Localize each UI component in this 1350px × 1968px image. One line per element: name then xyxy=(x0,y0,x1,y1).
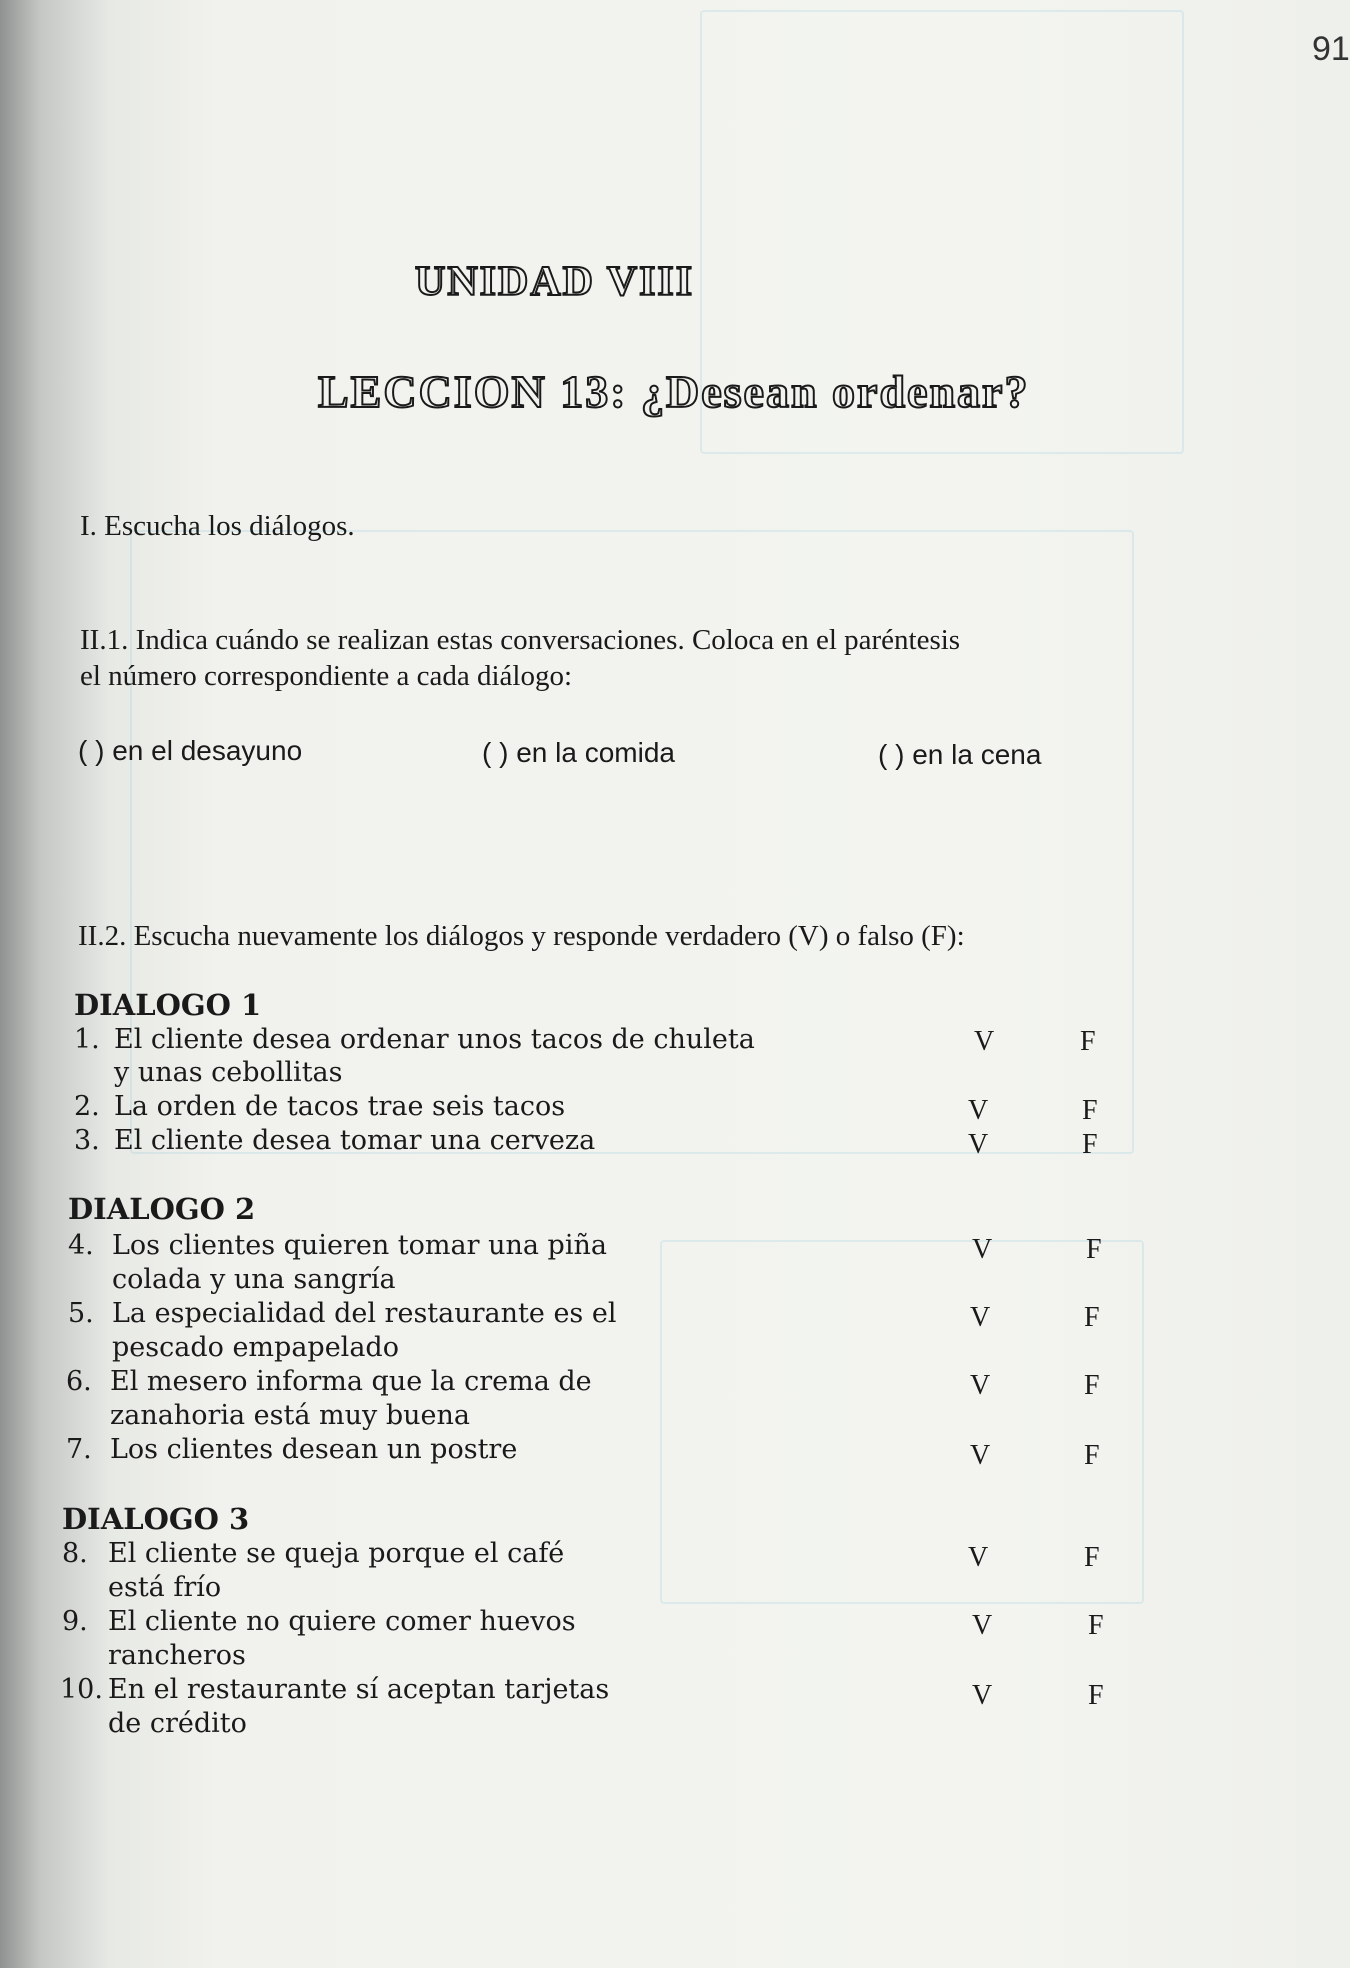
item-5-false[interactable]: F xyxy=(1084,1302,1100,1333)
choice-lunch[interactable]: ( ) en la comida xyxy=(482,737,675,768)
instruction-when-line2: el número correspondiente a cada diálogo: xyxy=(80,660,572,692)
item-5-text-cont: pescado empapelado xyxy=(112,1332,399,1363)
item-10-true[interactable]: V xyxy=(972,1680,993,1711)
choice-dinner[interactable]: ( ) en la cena xyxy=(878,739,1042,770)
item-8-false[interactable]: F xyxy=(1084,1542,1100,1573)
page-number: 91 xyxy=(1312,30,1350,68)
item-6-text-cont: zanahoria está muy buena xyxy=(110,1400,471,1431)
item-3-false[interactable]: F xyxy=(1082,1129,1098,1160)
dialogue-2-title: DIALOGO 2 xyxy=(68,1192,256,1226)
item-4-text-cont: colada y una sangría xyxy=(112,1264,396,1295)
item-9-false[interactable]: F xyxy=(1088,1610,1104,1641)
item-6-false[interactable]: F xyxy=(1084,1370,1100,1401)
item-6-true[interactable]: V xyxy=(970,1370,991,1401)
item-2-text: La orden de tacos trae seis tacos xyxy=(114,1091,566,1122)
item-8-number: 8. xyxy=(62,1538,88,1569)
item-7-false[interactable]: F xyxy=(1084,1440,1100,1471)
item-7-text: Los clientes desean un postre xyxy=(110,1434,518,1465)
item-9-text-cont: rancheros xyxy=(108,1640,246,1671)
item-8-text-cont: está frío xyxy=(108,1572,222,1603)
item-5-text: La especialidad del restaurante es el xyxy=(112,1298,617,1329)
item-1-true[interactable]: V xyxy=(974,1026,995,1057)
item-8-text: El cliente se queja porque el café xyxy=(108,1538,565,1569)
item-2-number: 2. xyxy=(74,1091,100,1122)
item-3-text: El cliente desea tomar una cerveza xyxy=(114,1125,596,1156)
instruction-when-line1: II.1. Indica cuándo se realizan estas conversaciones. Coloca en el paréntesis xyxy=(80,624,961,656)
item-9-number: 9. xyxy=(62,1606,88,1637)
item-9-text: El cliente no quiere comer huevos xyxy=(108,1606,576,1637)
bleed-through-box xyxy=(660,1240,1144,1604)
item-4-true[interactable]: V xyxy=(972,1234,993,1265)
item-10-false[interactable]: F xyxy=(1088,1680,1104,1711)
item-2-true[interactable]: V xyxy=(968,1095,989,1126)
item-3-true[interactable]: V xyxy=(968,1129,989,1160)
instruction-true-false: II.2. Escucha nuevamente los diálogos y responde verdadero (V) o falso (F): xyxy=(78,920,965,952)
item-4-text: Los clientes quieren tomar una piña xyxy=(112,1230,607,1261)
item-5-number: 5. xyxy=(68,1298,94,1329)
item-1-number: 1. xyxy=(74,1024,100,1055)
item-4-number: 4. xyxy=(68,1230,94,1261)
item-6-text: El mesero informa que la crema de xyxy=(110,1366,592,1397)
item-10-text-cont: de crédito xyxy=(108,1708,247,1739)
dialogue-1-title: DIALOGO 1 xyxy=(74,988,262,1022)
item-3-number: 3. xyxy=(74,1125,100,1156)
item-10-number: 10. xyxy=(60,1674,103,1705)
item-7-true[interactable]: V xyxy=(970,1440,991,1471)
lesson-title: LECCION 13: ¿Desean ordenar? xyxy=(318,366,1030,417)
item-1-text: El cliente desea ordenar unos tacos de chuleta xyxy=(114,1024,755,1055)
dialogue-3-title: DIALOGO 3 xyxy=(62,1502,250,1536)
item-6-number: 6. xyxy=(66,1366,92,1397)
unit-title: UNIDAD VIII xyxy=(415,259,695,305)
choice-breakfast[interactable]: ( ) en el desayuno xyxy=(78,735,303,766)
item-5-true[interactable]: V xyxy=(970,1302,991,1333)
item-7-number: 7. xyxy=(66,1434,92,1465)
item-8-true[interactable]: V xyxy=(968,1542,989,1573)
item-2-false[interactable]: F xyxy=(1082,1095,1098,1126)
instruction-listen: I. Escucha los diálogos. xyxy=(80,510,355,542)
item-10-text: En el restaurante sí aceptan tarjetas xyxy=(108,1674,610,1705)
item-1-false[interactable]: F xyxy=(1080,1026,1096,1057)
item-1-text-cont: y unas cebollitas xyxy=(114,1057,343,1088)
item-9-true[interactable]: V xyxy=(972,1610,993,1641)
item-4-false[interactable]: F xyxy=(1086,1234,1102,1265)
